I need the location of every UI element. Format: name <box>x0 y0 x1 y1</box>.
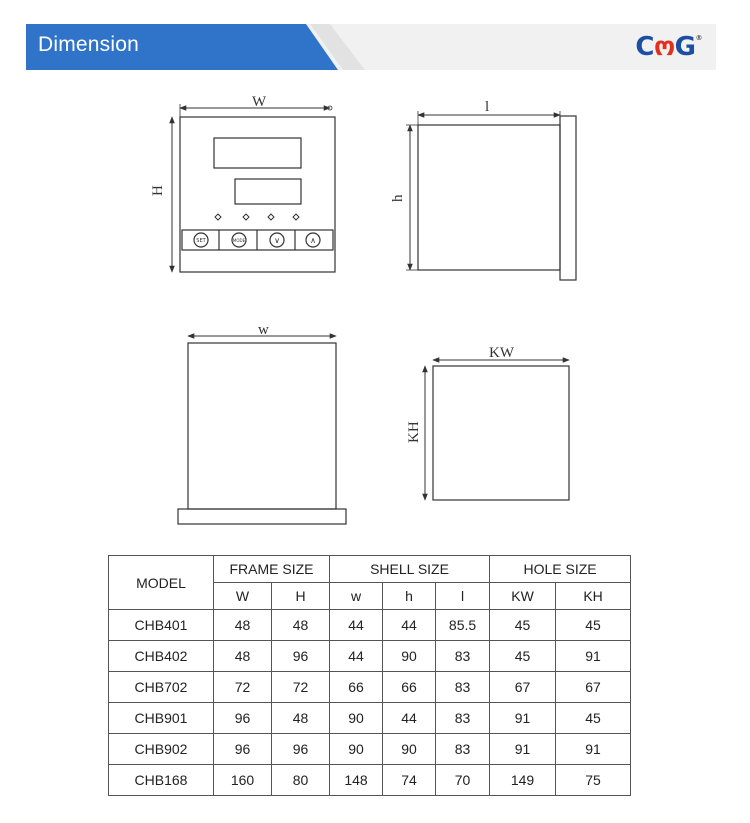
subheader-W: W <box>214 583 272 610</box>
value-cell: 83 <box>436 703 490 734</box>
model-cell: CHB402 <box>109 641 214 672</box>
dim-label-H: H <box>150 185 166 196</box>
table-body <box>109 610 631 796</box>
value-cell: 160 <box>214 765 272 796</box>
mode-button-label: MODE <box>232 238 246 243</box>
value-cell: 45 <box>556 703 631 734</box>
value-cell: 96 <box>214 703 272 734</box>
value-cell: 48 <box>272 703 330 734</box>
value-cell: 91 <box>490 703 556 734</box>
model-cell: CHB901 <box>109 703 214 734</box>
value-cell: 44 <box>330 641 383 672</box>
side-front-bezel <box>560 116 576 280</box>
table-row <box>109 765 631 796</box>
value-cell: 91 <box>556 641 631 672</box>
table-row <box>109 610 631 641</box>
indicator-leds <box>215 214 299 220</box>
value-cell: 96 <box>214 734 272 765</box>
front-view <box>172 104 335 272</box>
dim-label-w: w <box>258 322 269 338</box>
panel-cutout-outline <box>433 366 569 500</box>
hole-view <box>425 360 569 500</box>
subheader-KH: KH <box>556 583 631 610</box>
header-model: MODEL <box>109 556 214 610</box>
value-cell: 75 <box>556 765 631 796</box>
value-cell: 45 <box>556 610 631 641</box>
side-view <box>406 111 576 280</box>
table-row <box>109 703 631 734</box>
value-cell: 91 <box>490 734 556 765</box>
upper-display-window <box>214 138 301 168</box>
value-cell: 66 <box>383 672 436 703</box>
value-cell: 149 <box>490 765 556 796</box>
model-cell: CHB902 <box>109 734 214 765</box>
subheader-l: l <box>436 583 490 610</box>
model-cell: CHB702 <box>109 672 214 703</box>
side-body-outline <box>418 125 560 270</box>
dim-label-l: l <box>485 99 490 115</box>
subheader-h: h <box>383 583 436 610</box>
value-cell: 90 <box>330 734 383 765</box>
value-cell: 44 <box>383 703 436 734</box>
value-cell: 48 <box>272 610 330 641</box>
up-arrow-icon: ∧ <box>310 236 316 245</box>
dimension-table <box>108 555 631 796</box>
value-cell: 90 <box>383 734 436 765</box>
value-cell: 148 <box>330 765 383 796</box>
header-frame-size: FRAME SIZE <box>214 556 330 583</box>
subheader-H: H <box>272 583 330 610</box>
value-cell: 72 <box>272 672 330 703</box>
value-cell: 67 <box>490 672 556 703</box>
page-title: Dimension <box>38 33 140 56</box>
value-cell: 85.5 <box>436 610 490 641</box>
dim-label-h: h <box>390 194 406 202</box>
down-arrow-icon: ∨ <box>274 236 280 245</box>
value-cell: 96 <box>272 641 330 672</box>
table-row <box>109 672 631 703</box>
brand-logo: CოG® <box>635 32 702 62</box>
value-cell: 83 <box>436 734 490 765</box>
value-cell: 44 <box>330 610 383 641</box>
value-cell: 96 <box>272 734 330 765</box>
model-cell: CHB401 <box>109 610 214 641</box>
model-cell: CHB168 <box>109 765 214 796</box>
dim-label-KH: KH <box>406 421 422 443</box>
value-cell: 90 <box>383 641 436 672</box>
table-row <box>109 734 631 765</box>
dim-label-KW: KW <box>489 345 514 361</box>
table-row <box>109 641 631 672</box>
value-cell: 48 <box>214 641 272 672</box>
lower-display-window <box>235 179 301 204</box>
value-cell: 66 <box>330 672 383 703</box>
header-shell-size: SHELL SIZE <box>330 556 490 583</box>
value-cell: 45 <box>490 610 556 641</box>
top-front-bezel <box>178 509 346 524</box>
set-button-label: SET <box>196 238 206 244</box>
value-cell: 45 <box>490 641 556 672</box>
value-cell: 91 <box>556 734 631 765</box>
value-cell: 74 <box>383 765 436 796</box>
dim-label-W: W <box>252 94 267 110</box>
value-cell: 44 <box>383 610 436 641</box>
value-cell: 83 <box>436 672 490 703</box>
subheader-KW: KW <box>490 583 556 610</box>
subheader-w: w <box>330 583 383 610</box>
value-cell: 48 <box>214 610 272 641</box>
value-cell: 80 <box>272 765 330 796</box>
header-hole-size: HOLE SIZE <box>490 556 631 583</box>
value-cell: 67 <box>556 672 631 703</box>
top-view <box>178 336 346 524</box>
value-cell: 90 <box>330 703 383 734</box>
top-body-outline <box>188 343 336 509</box>
value-cell: 72 <box>214 672 272 703</box>
value-cell: 70 <box>436 765 490 796</box>
value-cell: 83 <box>436 641 490 672</box>
